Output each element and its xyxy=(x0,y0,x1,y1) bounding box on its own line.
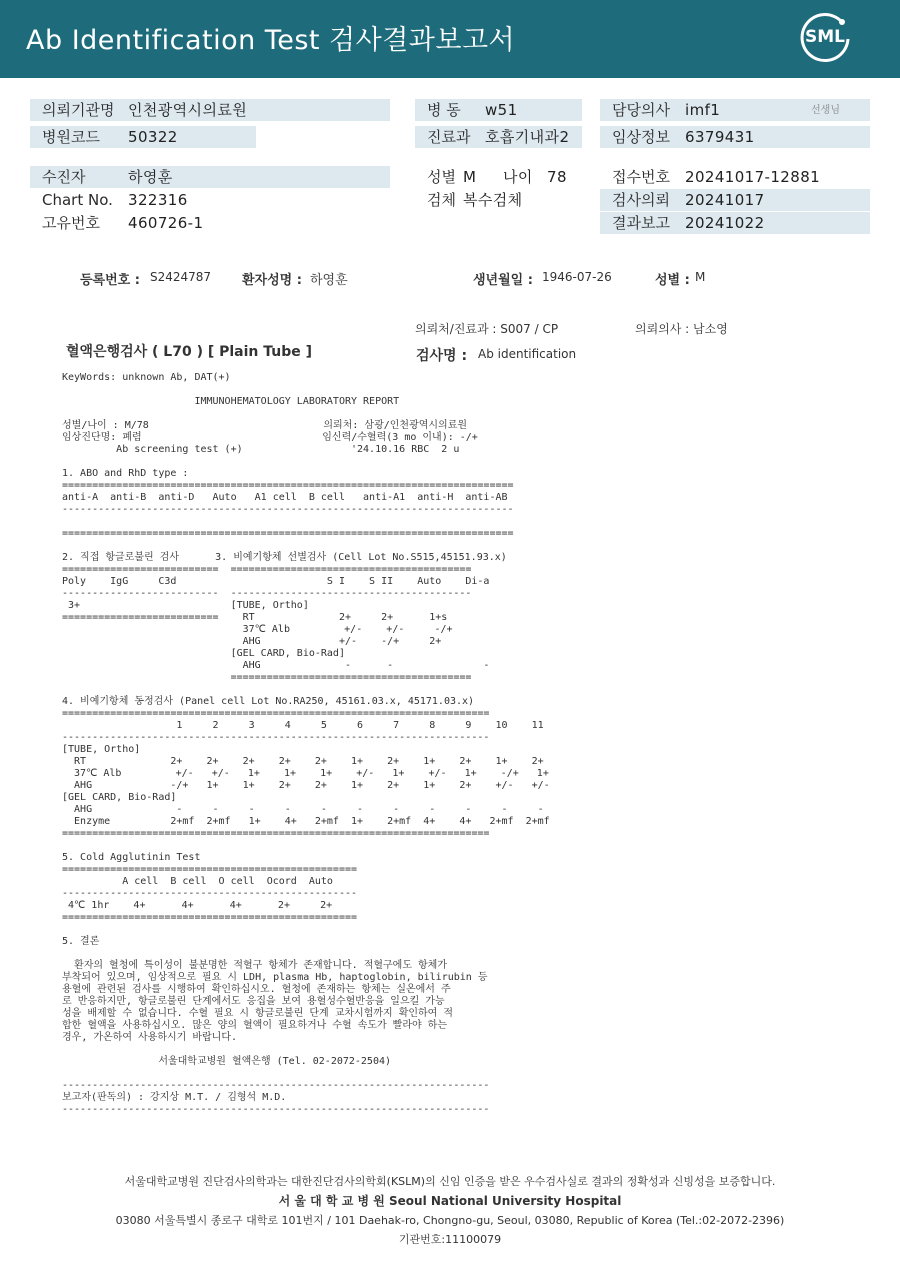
chart-no-value: 322316 xyxy=(128,191,188,209)
sex-age-field xyxy=(415,166,585,188)
hospital-code-label: 병원코드 xyxy=(42,128,100,146)
patient-name-value: 하영훈 xyxy=(310,273,348,288)
doctor-suffix: 선생님 xyxy=(811,105,840,116)
report-date-label: 결과보고 xyxy=(612,214,670,232)
doctor-label: 담당의사 xyxy=(612,101,670,119)
patient-field xyxy=(30,166,390,188)
specimen-value: 복수검체 xyxy=(463,191,523,209)
footer-accreditation: 서울대학교병원 진단검사의학과는 대한진단검사의학회(KSLM)의 신임 인증을 받은 우수검사실로 결과의 정확성과 신빙성을 보증합니다. xyxy=(124,1175,776,1188)
request-date-label: 검사의뢰 xyxy=(612,191,670,209)
chart-no-field xyxy=(30,189,390,211)
unique-no-label: 고유번호 xyxy=(42,214,100,232)
report-body: KeyWords: unknown Ab, DAT(+) IMMUNOHEMATOLOGY LABORATORY REPORT 성별/나이 : M/78 의뢰처: 삼광/인천광역시의료원 임상진단명: 폐렴 임신력/수혈력(3 mo 이내): -/+ Ab screening test (+) '24.10.16 RBC 2 u 1. ABO and RhD type : =========================================================================== anti-A anti-B anti-D Auto A1 cell B cell anti-A1 anti-H anti-AB --------------------------------------------------------------------------- =========================================================================== 2. 직접 항글로불린 검사 3. 비예기항체 선별검사 (Cell Lot No.S515,45151.93.x) ========================== ======================================== Poly IgG C3d S I S II Auto Di-a -------------------------- ---------------------------------------- 3+ [TUBE, Ortho] ========================== RT 2+ 2+ 1+s 37℃ Alb +/- +/- -/+ AHG +/- -/+ 2+ [GEL CARD, Bio-Rad] AHG - - - ======================================== 4. 비예기항체 동정검사 (Panel cell Lot No.RA250, 45161.03.x, 45171.03.x) ======================================================================= 1 2 3 4 5 6 7 8 9 10 11 ----------------------------------------------------------------------- [TUBE, Ortho] RT 2+ 2+ 2+ 2+ 2+ 1+ 2+ 1+ 2+ 1+ 2+ 37℃ Alb +/- +/- 1+ 1+ 1+ +/- 1+ +/- 1+ -/+ 1+ AHG -/+ 1+ 1+ 2+ 2+ 1+ 2+ 1+ 2+ +/- +/- [GEL CARD, Bio-Rad] AHG - - - - - - - - - - - Enzyme 2+mf 2+mf 1+ 4+ 2+mf 1+ 2+mf 4+ 4+ 2+mf 2+mf ======================================================================= 5. Cold Agglutinin Test ================================================= A cell B cell O cell Ocord Auto ------------------------------------------------- 4℃ 1hr 4+ 4+ 4+ 2+ 2+ ================================================= 5. 결론 환자의 혈청에 특이성이 불분명한 적혈구 항체가 존재합니다. 적혈구에도 항체가 부착되어 있으며, 임상적으로 필요 시 LDH, plasma Hb, haptoglobin, bilirubin 등 용혈에 관련된 검사를 시행하여 확인하십시오. 혈청에 존재하는 항체는 실온에서 주 로 반응하지만, 항글로불린 단계에서도 응집을 보여 용혈성수혈반응을 일으킬 가능 성을 배제할 수 없습니다. 수혈 필요 시 항글로불린 단계 교차시험까지 확인하여 적 합한 혈액을 사용하십시오. 많은 양의 혈액이 필요하거나 수혈 속도가 빨라야 하는 경우, 가온하여 사용하시기 바랍니다. 서울대학교병원 혈액은행 (Tel. 02-2072-2504) ----------------------------------------------------------------------- 보고자(판독의) : 강지상 M.T. / 김형석 M.D. ----------------------------------------------------------------------- xyxy=(62,372,550,1115)
unique-no-value: 460726-1 xyxy=(128,214,204,232)
patient-value: 하영훈 xyxy=(128,168,173,186)
requesting-org-value: 인천광역시의료원 xyxy=(128,101,248,119)
test-name-label: 검사명 : xyxy=(416,348,468,364)
header-banner xyxy=(0,0,900,78)
footer-institution-no: 기관번호:11100079 xyxy=(398,1233,502,1246)
requesting-org-label: 의뢰기관명 xyxy=(42,101,115,119)
chart-no-label: Chart No. xyxy=(42,191,113,209)
report-date-value: 20241022 xyxy=(685,214,765,232)
clinical-info-label: 임상정보 xyxy=(612,128,670,146)
specimen-label: 검체 xyxy=(427,191,456,209)
doctor-line: 의뢰의사 : 남소영 xyxy=(635,322,728,336)
reg-no-value: S2424787 xyxy=(150,270,212,284)
reg-no-label: 등록번호 : xyxy=(80,273,140,288)
hospital-code-value: 50322 xyxy=(128,128,178,146)
doctor-value: imf1 xyxy=(685,101,721,119)
sex-label-2: 성별 : xyxy=(655,273,690,288)
specimen-field xyxy=(415,189,585,211)
dob-label: 생년월일 : xyxy=(473,273,533,288)
clinical-info-value: 6379431 xyxy=(685,128,755,146)
sex-value-2: M xyxy=(695,270,706,284)
request-date-field xyxy=(600,189,870,211)
dept-line: 의뢰처/진료과 : S007 / CP xyxy=(415,322,559,336)
ward-value: w51 xyxy=(485,101,518,119)
department-label: 진료과 xyxy=(427,128,471,146)
ward-label: 병 동 xyxy=(427,101,461,119)
requesting-org-field xyxy=(30,99,390,121)
page-title: Ab Identification Test 검사결과보고서 xyxy=(26,25,516,56)
receipt-no-value: 20241017-12881 xyxy=(685,168,821,186)
unique-no-field xyxy=(30,212,390,234)
footer-address: 03080 서울특별시 종로구 대학로 101번지 / 101 Daehak-ro, Chongno-gu, Seoul, 03080, Republic of Korea (Tel.:02-2072-2396) xyxy=(115,1214,785,1227)
sex-label: 성별 xyxy=(427,168,456,186)
ward-field xyxy=(415,99,582,121)
age-label: 나이 xyxy=(503,168,533,186)
department-value: 호흡기내과2 xyxy=(485,128,570,146)
footer-hospital-name: 서 울 대 학 교 병 원 Seoul National University Hospital xyxy=(278,1194,622,1208)
patient-label: 수진자 xyxy=(42,168,86,186)
department-field xyxy=(415,126,582,148)
logo-text: SML xyxy=(805,27,845,47)
clinical-info-field xyxy=(600,126,870,148)
sml-logo xyxy=(798,12,852,66)
receipt-no-label: 접수번호 xyxy=(612,168,670,186)
test-name-value: Ab identification xyxy=(478,347,577,361)
receipt-no-field xyxy=(600,166,870,188)
doctor-field xyxy=(600,99,870,121)
age-value: 78 xyxy=(547,168,567,186)
test-group: 혈액은행검사 ( L70 ) [ Plain Tube ] xyxy=(66,344,313,360)
hospital-code-field xyxy=(30,126,256,148)
report-date-field xyxy=(600,212,870,234)
dob-value: 1946-07-26 xyxy=(542,270,612,284)
request-date-value: 20241017 xyxy=(685,191,765,209)
sex-value: M xyxy=(463,168,477,186)
patient-name-label: 환자성명 : xyxy=(242,273,302,288)
